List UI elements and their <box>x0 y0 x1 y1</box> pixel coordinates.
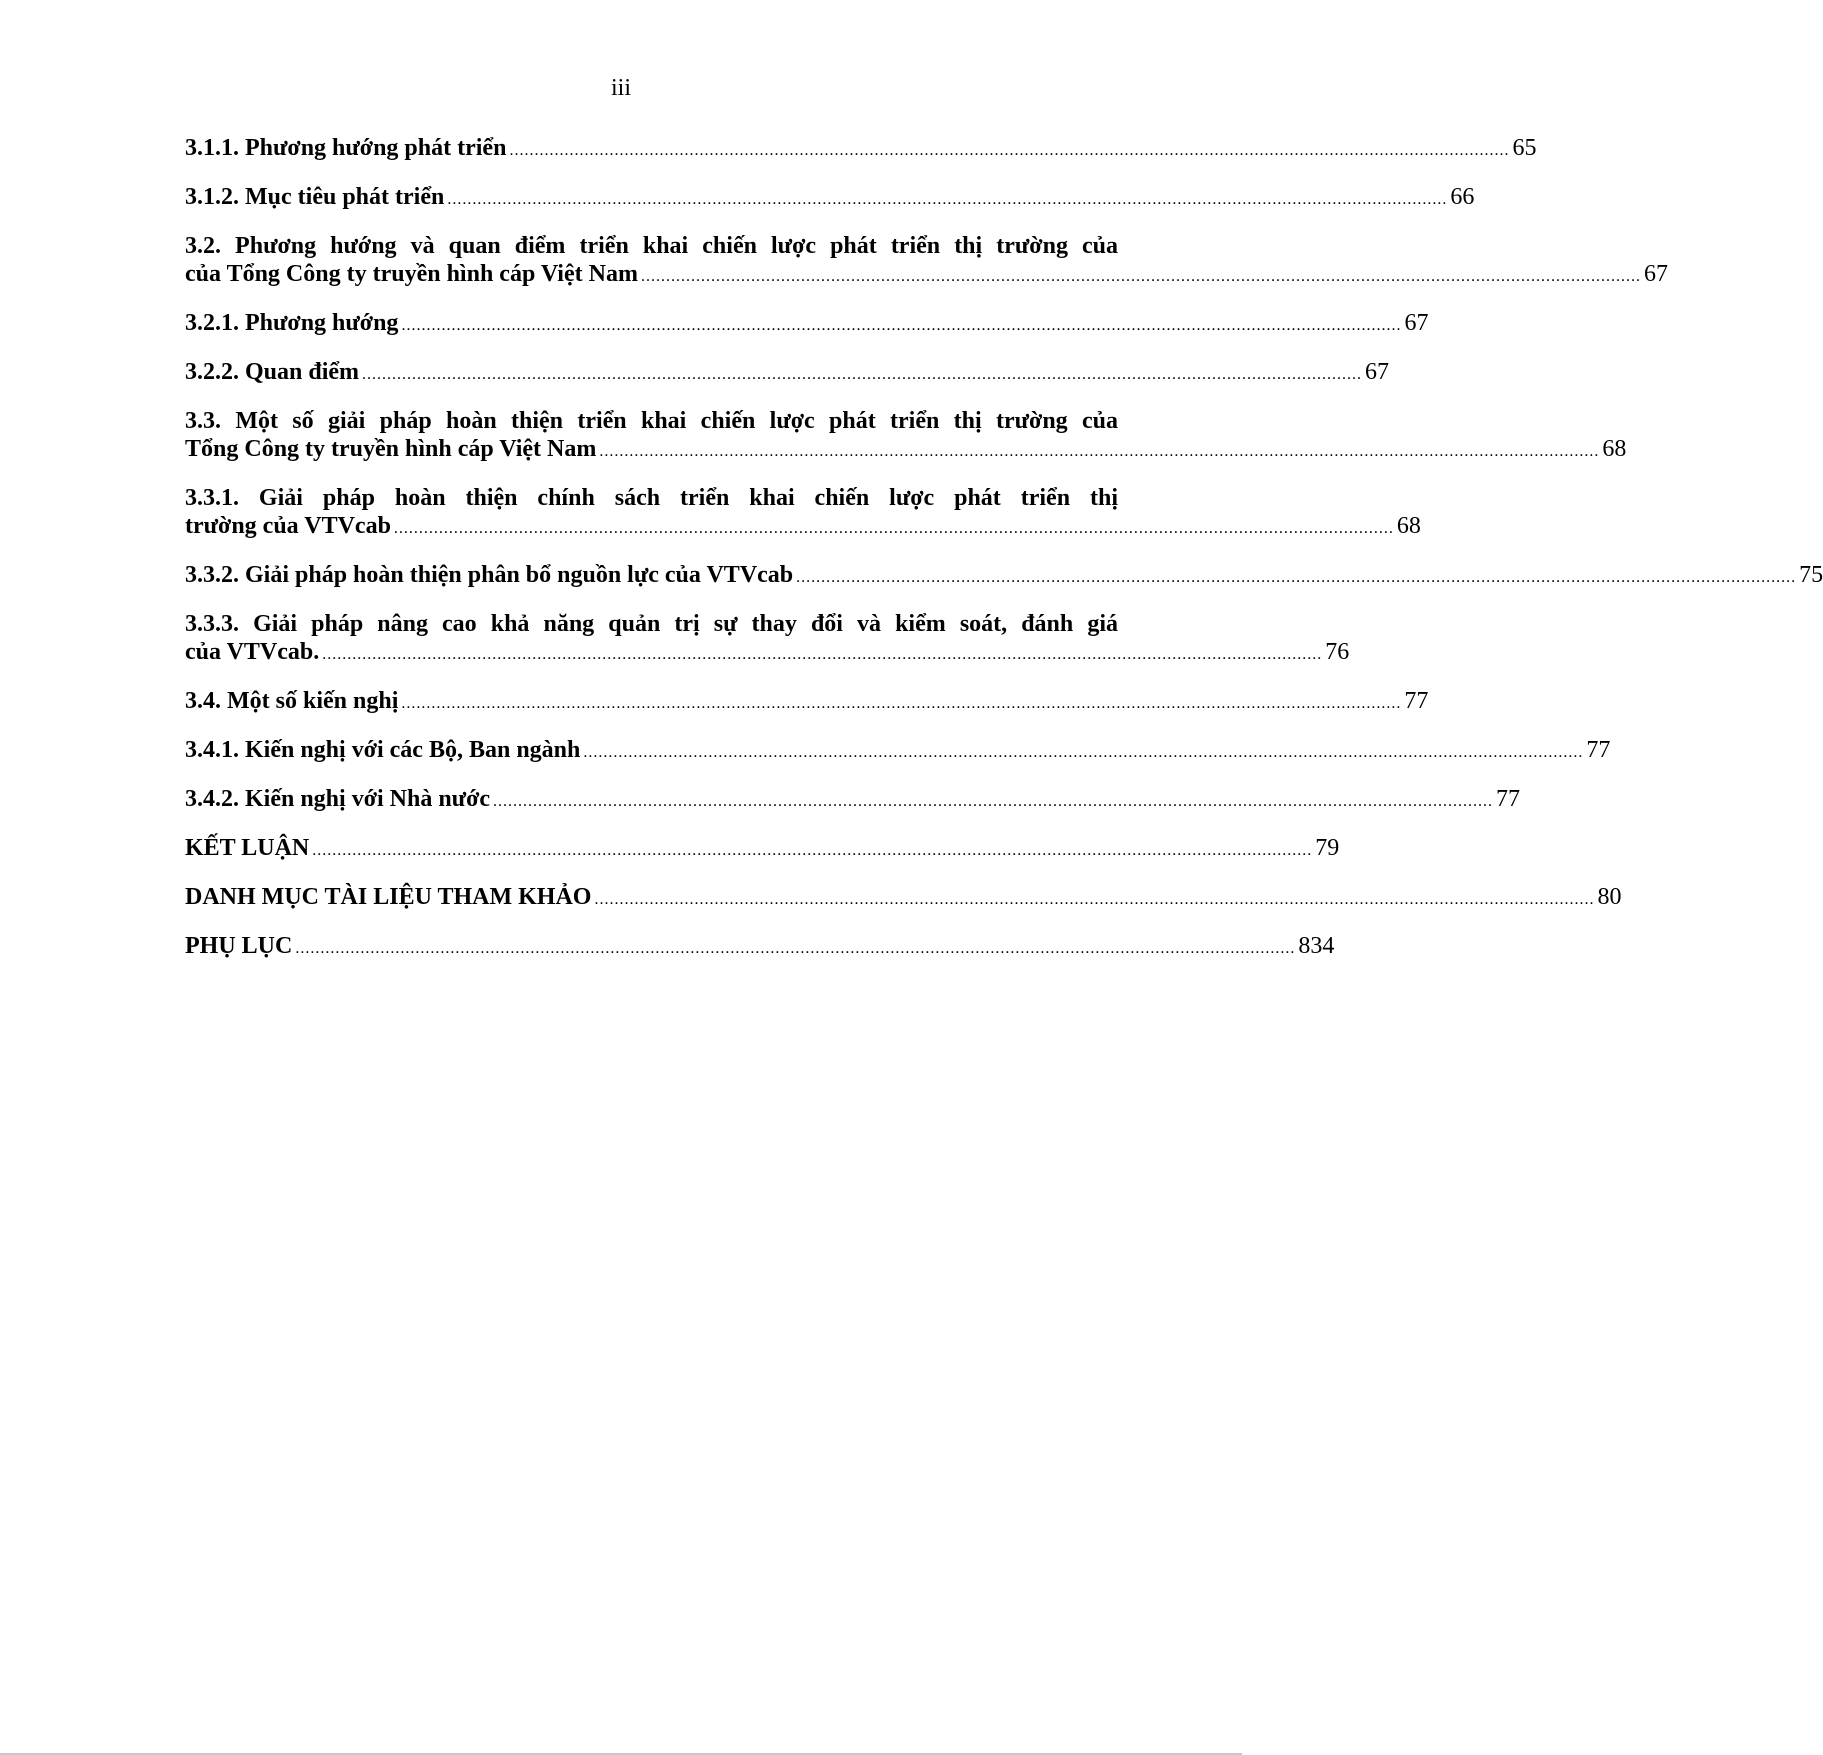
toc-entry-label: 3.4.2. Kiến nghị với Nhà nước <box>185 786 491 812</box>
dot-leader: ........................................................................................................................................................................................................ <box>362 366 1363 383</box>
toc-entry-3-2-2[interactable] <box>185 358 1390 389</box>
toc-entry-3-4-2[interactable] <box>185 785 1521 816</box>
toc-entry-ket-luan[interactable] <box>185 834 1340 865</box>
toc-page-number: 67 <box>1365 359 1390 385</box>
toc-page-number: 65 <box>1512 135 1537 161</box>
toc-entry-label: 3.4.1. Kiến nghị với các Bộ, Ban ngành <box>185 737 581 763</box>
toc-page-number: 76 <box>1325 639 1350 665</box>
dot-leader: ........................................................................................................................................................................................................ <box>401 695 1402 712</box>
dot-leader: ........................................................................................................................................................................................................ <box>594 891 1595 908</box>
toc-entry-first-line: 3.3. Một số giải pháp hoàn thiện triển khai chiến lược phát triển thị trường của <box>185 408 1118 434</box>
toc-entry-3-2-1[interactable] <box>185 309 1429 340</box>
dot-leader: ........................................................................................................................................................................................................ <box>447 191 1448 208</box>
toc-page-number: 77 <box>1404 688 1429 714</box>
toc-entry-first-line: 3.3.1. Giải pháp hoàn thiện chính sách triển khai chiến lược phát triển thị <box>185 485 1118 511</box>
toc-entry-label: 3.2.2. Quan điểm <box>185 359 360 385</box>
toc-entry-3-3-1[interactable] <box>185 484 1421 543</box>
toc-entry-3-3[interactable] <box>185 407 1627 466</box>
dot-leader: ........................................................................................................................................................................................................ <box>322 646 1323 663</box>
toc-entry-label: 3.1.2. Mục tiêu phát triển <box>185 184 445 210</box>
toc-entry-label: DANH MỤC TÀI LIỆU THAM KHẢO <box>185 884 592 910</box>
toc-page-number: 77 <box>1496 786 1521 812</box>
dot-leader: ........................................................................................................................................................................................................ <box>640 268 1641 285</box>
page-number: iii <box>610 75 631 101</box>
dot-leader: ........................................................................................................................................................................................................ <box>493 793 1494 810</box>
toc-entry-label: của Tổng Công ty truyền hình cáp Việt Nam <box>185 261 638 287</box>
toc-page-number: 67 <box>1643 261 1668 287</box>
toc-entry-appendix[interactable] <box>185 932 1335 963</box>
toc-entry-label: của VTVcab. <box>185 639 320 665</box>
toc-entry-label: 3.1.1. Phương hướng phát triển <box>185 135 507 161</box>
toc-page-number: 75 <box>1799 562 1823 588</box>
toc-entry-label: trường của VTVcab <box>185 513 391 539</box>
toc-page-number: 834 <box>1298 933 1335 959</box>
toc-page-number: 68 <box>1602 436 1627 462</box>
toc-entry-3-4[interactable] <box>185 687 1429 718</box>
table-of-contents <box>185 134 1823 981</box>
toc-entry-label: 3.2.1. Phương hướng <box>185 310 399 336</box>
dot-leader: ........................................................................................................................................................................................................ <box>509 142 1510 159</box>
toc-entry-first-line: 3.2. Phương hướng và quan điểm triển khai chiến lược phát triển thị trường của <box>185 233 1118 259</box>
toc-page-number: 79 <box>1315 835 1340 861</box>
dot-leader: ........................................................................................................................................................................................................ <box>295 940 1296 957</box>
dot-leader: ........................................................................................................................................................................................................ <box>393 520 1394 537</box>
dot-leader: ........................................................................................................................................................................................................ <box>401 317 1402 334</box>
toc-entry-label: 3.3.2. Giải pháp hoàn thiện phân bổ nguồn lực của VTVcab <box>185 562 794 588</box>
toc-entry-label: KẾT LUẬN <box>185 835 310 861</box>
toc-entry-label: PHỤ LỤC <box>185 933 293 959</box>
toc-entry-3-4-1[interactable] <box>185 736 1611 767</box>
toc-entry-3-1-2[interactable] <box>185 183 1475 214</box>
toc-entry-first-line: 3.3.3. Giải pháp nâng cao khả năng quản trị sự thay đổi và kiểm soát, đánh giá <box>185 611 1118 637</box>
dot-leader: ........................................................................................................................................................................................................ <box>312 842 1313 859</box>
toc-page-number: 66 <box>1450 184 1475 210</box>
dot-leader: ........................................................................................................................................................................................................ <box>796 569 1797 586</box>
toc-entry-3-3-2[interactable] <box>185 561 1823 592</box>
toc-entry-3-3-3[interactable] <box>185 610 1350 669</box>
toc-page-number: 80 <box>1597 884 1622 910</box>
dot-leader: ........................................................................................................................................................................................................ <box>599 443 1600 460</box>
toc-entry-3-1-1[interactable] <box>185 134 1537 165</box>
toc-entry-label: Tổng Công ty truyền hình cáp Việt Nam <box>185 436 597 462</box>
toc-page-number: 77 <box>1586 737 1611 763</box>
toc-page-number: 68 <box>1396 513 1421 539</box>
toc-page-number: 67 <box>1404 310 1429 336</box>
dot-leader: ........................................................................................................................................................................................................ <box>583 744 1584 761</box>
toc-entry-references[interactable] <box>185 883 1622 914</box>
toc-entry-label: 3.4. Một số kiến nghị <box>185 688 399 714</box>
toc-entry-3-2[interactable] <box>185 232 1668 291</box>
